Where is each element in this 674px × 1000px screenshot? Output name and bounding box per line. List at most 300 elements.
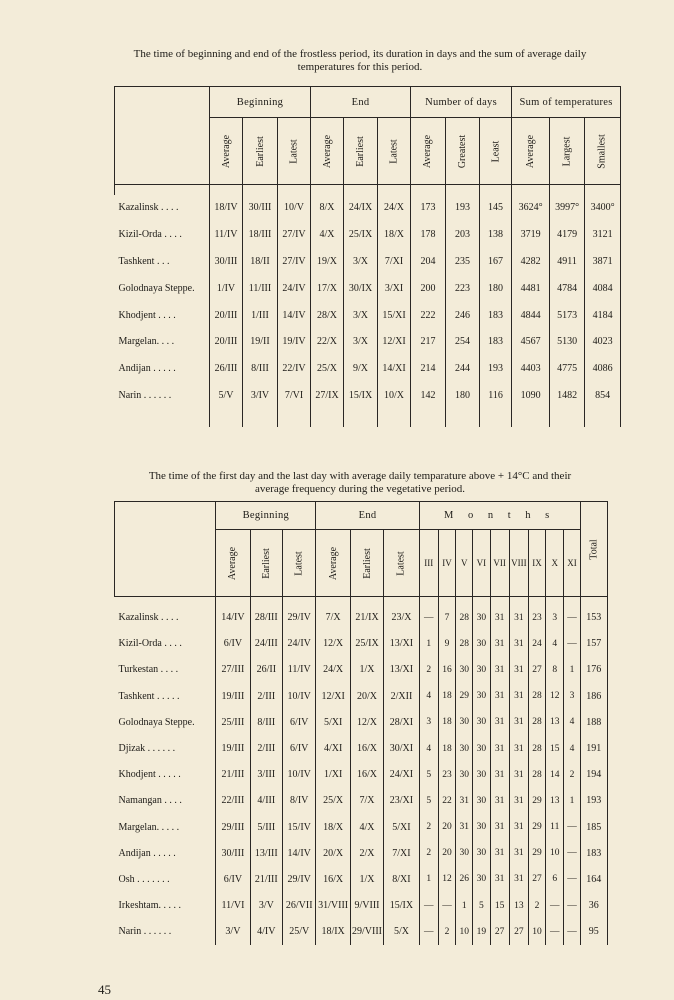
station-name: Golodnaya Steppe. xyxy=(118,716,195,728)
data-cell: 9/VIII xyxy=(350,893,383,919)
data-cell: 24/IX xyxy=(344,195,378,222)
data-cell: 1 xyxy=(419,866,438,892)
spacer-cell xyxy=(480,185,512,195)
data-cell: 11/VI xyxy=(216,893,250,919)
data-cell: 2/XII xyxy=(384,683,419,709)
table1-title-line2: temperatures for this period. xyxy=(297,61,423,73)
data-cell: 3/IV xyxy=(243,382,278,409)
subheader-label: Least xyxy=(490,140,502,162)
data-cell: 31 xyxy=(490,735,509,761)
subheader-cell xyxy=(550,118,585,185)
data-cell: 235 xyxy=(446,248,480,275)
spacer-cell xyxy=(243,185,278,195)
station-name: Margelan. . . . xyxy=(118,336,175,348)
data-cell: 164 xyxy=(580,866,607,892)
month-header: IX xyxy=(528,530,545,597)
data-cell: 3400° xyxy=(585,195,621,222)
spacer-cell xyxy=(115,409,210,427)
spacer-cell xyxy=(509,597,528,605)
data-cell: 27/IX xyxy=(311,382,344,409)
data-cell: 1 xyxy=(564,788,580,814)
data-cell: 11/III xyxy=(243,275,278,302)
data-cell: 4403 xyxy=(512,355,550,382)
data-cell: 20/III xyxy=(210,328,243,355)
subheader-cell xyxy=(350,530,383,597)
data-cell: — xyxy=(564,893,580,919)
subheader-label: Earliest xyxy=(361,547,373,579)
data-cell: 7/XI xyxy=(384,840,419,866)
data-cell: 5130 xyxy=(550,328,585,355)
data-cell: 28 xyxy=(528,762,545,788)
data-cell: 18/X xyxy=(316,814,350,840)
data-cell: 203 xyxy=(446,221,480,248)
spacer-cell xyxy=(283,597,316,605)
data-cell: 11 xyxy=(546,814,564,840)
data-cell: 1/XI xyxy=(316,762,350,788)
data-cell: 4086 xyxy=(585,355,621,382)
data-cell: 27/III xyxy=(216,657,250,683)
station-name: Narin . . . . . . xyxy=(118,926,172,938)
data-cell: 30/III xyxy=(210,248,243,275)
subheader-label: Latest xyxy=(293,550,305,576)
data-cell: — xyxy=(564,631,580,657)
data-cell: 30 xyxy=(456,657,473,683)
data-cell: 11/IV xyxy=(283,657,316,683)
data-cell: 176 xyxy=(580,657,607,683)
data-cell: 1482 xyxy=(550,382,585,409)
table-row xyxy=(115,893,608,919)
data-cell: 14/IV xyxy=(278,302,311,329)
table-row xyxy=(115,631,608,657)
data-cell: 4844 xyxy=(512,302,550,329)
total-header-label: Total xyxy=(588,538,600,560)
data-cell: 27 xyxy=(528,657,545,683)
subheader-label: Average xyxy=(422,134,434,168)
spacer-cell xyxy=(446,185,480,195)
data-cell: 142 xyxy=(411,382,446,409)
subheader-label: Largest xyxy=(561,136,573,166)
data-cell: 31 xyxy=(509,762,528,788)
data-cell: 30 xyxy=(473,683,490,709)
data-cell: 183 xyxy=(580,840,607,866)
spacer-cell xyxy=(438,597,455,605)
data-cell: 24/X xyxy=(378,195,411,222)
data-cell: 6/IV xyxy=(216,631,250,657)
data-cell: 25/IX xyxy=(344,221,378,248)
data-cell: 24/IV xyxy=(283,631,316,657)
spacer-cell xyxy=(344,185,378,195)
data-cell: 12 xyxy=(438,866,455,892)
data-cell: 25/V xyxy=(283,919,316,945)
spacer-cell xyxy=(384,597,419,605)
month-header: IV xyxy=(438,530,455,597)
data-cell: 2/III xyxy=(250,683,282,709)
data-cell: 3719 xyxy=(512,221,550,248)
table-row xyxy=(115,814,608,840)
data-cell: 173 xyxy=(411,195,446,222)
data-cell: 18 xyxy=(438,735,455,761)
subheader-cell xyxy=(278,118,311,185)
table-row xyxy=(115,735,608,761)
data-cell: — xyxy=(419,605,438,631)
table-row xyxy=(115,788,608,814)
data-cell: 2 xyxy=(528,893,545,919)
station-name: Margelan. . . . . xyxy=(118,821,180,833)
month-header: VII xyxy=(490,530,509,597)
data-cell: 31 xyxy=(509,788,528,814)
data-cell: 2 xyxy=(564,762,580,788)
station-name: Kazalinsk . . . . xyxy=(118,612,179,624)
data-cell: 25/III xyxy=(216,709,250,735)
data-cell: 30 xyxy=(473,866,490,892)
data-cell: 1/III xyxy=(243,302,278,329)
data-cell: 138 xyxy=(480,221,512,248)
data-cell: 4784 xyxy=(550,275,585,302)
data-cell: 27 xyxy=(490,919,509,945)
data-cell: 18/IX xyxy=(316,919,350,945)
data-cell: 31 xyxy=(509,683,528,709)
table-row xyxy=(115,866,608,892)
data-cell: 20 xyxy=(438,840,455,866)
data-cell: 6/IV xyxy=(283,735,316,761)
subheader-cell xyxy=(384,530,419,597)
data-cell: 5/V xyxy=(210,382,243,409)
data-cell: 6/IV xyxy=(216,866,250,892)
data-cell: 20/III xyxy=(210,302,243,329)
spacer-cell xyxy=(528,597,545,605)
data-cell: 31 xyxy=(509,605,528,631)
subheader-cell xyxy=(216,530,250,597)
data-cell: 7/VI xyxy=(278,382,311,409)
data-cell: 5/III xyxy=(250,814,282,840)
page-number: 45 xyxy=(98,982,111,997)
data-cell: — xyxy=(419,919,438,945)
spacer-cell xyxy=(564,597,580,605)
data-cell: 20/X xyxy=(350,683,383,709)
data-cell: 3/X xyxy=(344,328,378,355)
data-cell: 3624° xyxy=(512,195,550,222)
data-cell: 18/IV xyxy=(210,195,243,222)
subheader-label: Smallest xyxy=(597,133,609,169)
station-name: Andijan . . . . . xyxy=(118,847,176,859)
data-cell: 4 xyxy=(419,735,438,761)
data-cell: 28 xyxy=(528,709,545,735)
data-cell: 31 xyxy=(509,657,528,683)
spacer-cell xyxy=(480,409,512,427)
data-cell: 1/X xyxy=(350,657,383,683)
data-cell: 23 xyxy=(528,605,545,631)
spacer-cell xyxy=(512,409,550,427)
data-cell: 13/XI xyxy=(384,631,419,657)
data-cell: 17/X xyxy=(311,275,344,302)
data-cell: 194 xyxy=(580,762,607,788)
subheader-label: Average xyxy=(525,134,537,168)
data-cell: 3121 xyxy=(585,221,621,248)
group-header-end: End xyxy=(311,87,411,118)
spacer-cell xyxy=(311,185,344,195)
data-cell: 31 xyxy=(509,735,528,761)
data-cell: 30 xyxy=(456,762,473,788)
data-cell: 4/X xyxy=(350,814,383,840)
data-cell: — xyxy=(564,840,580,866)
data-cell: 19/III xyxy=(216,735,250,761)
frostless-period-table xyxy=(114,86,621,427)
data-cell: 10 xyxy=(456,919,473,945)
data-cell: 3 xyxy=(419,709,438,735)
table-row xyxy=(115,762,608,788)
data-cell: — xyxy=(438,893,455,919)
month-header: XI xyxy=(564,530,580,597)
data-cell: 3/X xyxy=(344,248,378,275)
spacer-cell xyxy=(210,409,243,427)
table-row xyxy=(115,328,621,355)
data-cell: 193 xyxy=(580,788,607,814)
data-cell: 30 xyxy=(456,735,473,761)
data-cell: 180 xyxy=(480,275,512,302)
data-cell: 30 xyxy=(473,709,490,735)
data-cell: 27 xyxy=(528,866,545,892)
table-row xyxy=(115,657,608,683)
data-cell: 13 xyxy=(509,893,528,919)
table-row xyxy=(115,355,621,382)
month-header: VI xyxy=(473,530,490,597)
data-cell: 4/XI xyxy=(316,735,350,761)
data-cell: 30 xyxy=(473,631,490,657)
data-cell: 157 xyxy=(580,631,607,657)
subheader-label: Earliest xyxy=(355,135,367,167)
data-cell: 26 xyxy=(456,866,473,892)
spacer-cell xyxy=(585,409,621,427)
data-cell: 28/XI xyxy=(384,709,419,735)
data-cell: 31 xyxy=(509,840,528,866)
station-name: Kizil-Orda . . . . xyxy=(118,638,182,650)
data-cell: 200 xyxy=(411,275,446,302)
table2-title-line2: average frequency during the vegetative period. xyxy=(254,483,466,495)
month-header: V xyxy=(456,530,473,597)
data-cell: 8 xyxy=(546,657,564,683)
table-row xyxy=(115,195,621,222)
data-cell: 10/IV xyxy=(283,683,316,709)
station-name: Irkeshtam. . . . . xyxy=(118,900,181,912)
data-cell: 31 xyxy=(490,762,509,788)
data-cell: 12/X xyxy=(350,709,383,735)
station-name: Turkestan . . . . xyxy=(118,664,179,676)
data-cell: 1 xyxy=(456,893,473,919)
data-cell: 23/X xyxy=(384,605,419,631)
data-cell: 4 xyxy=(564,709,580,735)
data-cell: 9 xyxy=(438,631,455,657)
spacer-cell xyxy=(115,597,216,605)
data-cell: 19/II xyxy=(243,328,278,355)
data-cell: 23 xyxy=(438,762,455,788)
data-cell: 29/IV xyxy=(283,866,316,892)
data-cell: 31 xyxy=(490,866,509,892)
data-cell: 193 xyxy=(480,355,512,382)
data-cell: 244 xyxy=(446,355,480,382)
subheader-cell xyxy=(411,118,446,185)
data-cell: 145 xyxy=(480,195,512,222)
data-cell: 116 xyxy=(480,382,512,409)
spacer-cell xyxy=(473,597,490,605)
subheader-cell xyxy=(512,118,550,185)
data-cell: 191 xyxy=(580,735,607,761)
data-cell: 2 xyxy=(419,814,438,840)
data-cell: 3/X xyxy=(344,302,378,329)
data-cell: 7/X xyxy=(316,605,350,631)
data-cell: 4023 xyxy=(585,328,621,355)
data-cell: 217 xyxy=(411,328,446,355)
data-cell: 3/V xyxy=(216,919,250,945)
table-row xyxy=(115,709,608,735)
data-cell: 7/X xyxy=(350,788,383,814)
spacer-cell xyxy=(278,185,311,195)
data-cell: 3/III xyxy=(250,762,282,788)
spacer-cell xyxy=(512,185,550,195)
data-cell: 3 xyxy=(564,683,580,709)
data-cell: 13 xyxy=(546,788,564,814)
data-cell: 5173 xyxy=(550,302,585,329)
station-name: Tashkent . . . . . xyxy=(118,690,180,702)
data-cell: 30/XI xyxy=(384,735,419,761)
data-cell: 31 xyxy=(490,814,509,840)
data-cell: 4 xyxy=(546,631,564,657)
data-cell: — xyxy=(419,893,438,919)
spacer-cell xyxy=(550,185,585,195)
table2-title-line1: The time of the first day and the last day with average daily temparature above + 14°C and their xyxy=(148,470,572,482)
data-cell: 18/II xyxy=(243,248,278,275)
data-cell: 28 xyxy=(528,735,545,761)
station-name: Namangan . . . . xyxy=(118,795,182,807)
data-cell: 204 xyxy=(411,248,446,275)
spacer-cell xyxy=(316,597,350,605)
data-cell: 30/III xyxy=(243,195,278,222)
data-cell: 31 xyxy=(490,657,509,683)
data-cell: 31 xyxy=(509,866,528,892)
spacer-cell xyxy=(550,409,585,427)
data-cell: 30 xyxy=(473,735,490,761)
data-cell: 3997° xyxy=(550,195,585,222)
table-row xyxy=(115,840,608,866)
data-cell: 25/IX xyxy=(350,631,383,657)
data-cell: 4/III xyxy=(250,788,282,814)
data-cell: 22 xyxy=(438,788,455,814)
data-cell: 22/IV xyxy=(278,355,311,382)
data-cell: 10 xyxy=(546,840,564,866)
subheader-label: Latest xyxy=(288,138,300,164)
data-cell: 20/X xyxy=(316,840,350,866)
data-cell: 19 xyxy=(473,919,490,945)
station-name: Khodjent . . . . xyxy=(118,309,176,321)
data-cell: 16/X xyxy=(350,735,383,761)
data-cell: 4/IV xyxy=(250,919,282,945)
data-cell: 24/X xyxy=(316,657,350,683)
data-cell: 12/XI xyxy=(378,328,411,355)
station-name: Golodnaya Steppe. xyxy=(118,282,195,294)
data-cell: 14/XI xyxy=(378,355,411,382)
data-cell: 31 xyxy=(509,631,528,657)
data-cell: 31/VIII xyxy=(316,893,350,919)
subheader-label: Earliest xyxy=(254,135,266,167)
data-cell: 18 xyxy=(438,709,455,735)
data-cell: — xyxy=(564,919,580,945)
data-cell: 27/IV xyxy=(278,248,311,275)
table1-title-line1: The time of beginning and end of the frostless period, its duration in days and the sum of average daily xyxy=(133,48,587,60)
data-cell: 3/V xyxy=(250,893,282,919)
subheader-cell xyxy=(344,118,378,185)
data-cell: 15/IV xyxy=(283,814,316,840)
vegetative-period-table xyxy=(114,501,608,945)
data-cell: 24/XI xyxy=(384,762,419,788)
spacer-cell xyxy=(344,409,378,427)
station-name: Osh . . . . . . . xyxy=(118,873,170,885)
spacer-cell xyxy=(216,597,250,605)
data-cell: 16 xyxy=(438,657,455,683)
data-cell: 30 xyxy=(456,709,473,735)
data-cell: 4/X xyxy=(311,221,344,248)
data-cell: 8/XI xyxy=(384,866,419,892)
data-cell: 5 xyxy=(419,762,438,788)
spacer-cell xyxy=(456,597,473,605)
data-cell: 24 xyxy=(528,631,545,657)
subheader-cell xyxy=(210,118,243,185)
data-cell: 3 xyxy=(546,605,564,631)
spacer-cell xyxy=(278,409,311,427)
station-name: Kizil-Orda . . . . xyxy=(118,229,182,241)
data-cell: 31 xyxy=(490,605,509,631)
data-cell: 15 xyxy=(490,893,509,919)
data-cell: 4084 xyxy=(585,275,621,302)
data-cell: 29 xyxy=(528,840,545,866)
data-cell: 24/IV xyxy=(278,275,311,302)
spacer-cell xyxy=(250,597,282,605)
subheader-cell xyxy=(243,118,278,185)
data-cell: 12 xyxy=(546,683,564,709)
group-header-beginning: Beginning xyxy=(216,502,316,530)
subheader-label: Average xyxy=(327,546,339,580)
data-cell: — xyxy=(564,814,580,840)
data-cell: — xyxy=(564,605,580,631)
station-name: Andijan . . . . . xyxy=(118,363,176,375)
subheader-label: Latest xyxy=(395,550,407,576)
data-cell: 8/X xyxy=(311,195,344,222)
data-cell: 178 xyxy=(411,221,446,248)
data-cell: 6/IV xyxy=(283,709,316,735)
subheader-label: Latest xyxy=(388,138,400,164)
data-cell: 5/X xyxy=(384,919,419,945)
data-cell: 1/IV xyxy=(210,275,243,302)
data-cell: 21/III xyxy=(250,866,282,892)
data-cell: 11/IV xyxy=(210,221,243,248)
data-cell: 30 xyxy=(473,605,490,631)
data-cell: 2 xyxy=(419,840,438,866)
subheader-cell xyxy=(446,118,480,185)
data-cell: 7 xyxy=(438,605,455,631)
data-cell: 28 xyxy=(528,683,545,709)
group-header-beginning: Beginning xyxy=(210,87,311,118)
data-cell: 22/X xyxy=(311,328,344,355)
data-cell: 19/III xyxy=(216,683,250,709)
spacer-cell xyxy=(243,409,278,427)
spacer-cell xyxy=(490,597,509,605)
data-cell: 18/X xyxy=(378,221,411,248)
data-cell: 4179 xyxy=(550,221,585,248)
data-cell: 20 xyxy=(438,814,455,840)
data-cell: 19/IV xyxy=(278,328,311,355)
data-cell: 18/III xyxy=(243,221,278,248)
month-header: III xyxy=(419,530,438,597)
data-cell: 21/IX xyxy=(350,605,383,631)
data-cell: 8/IV xyxy=(283,788,316,814)
